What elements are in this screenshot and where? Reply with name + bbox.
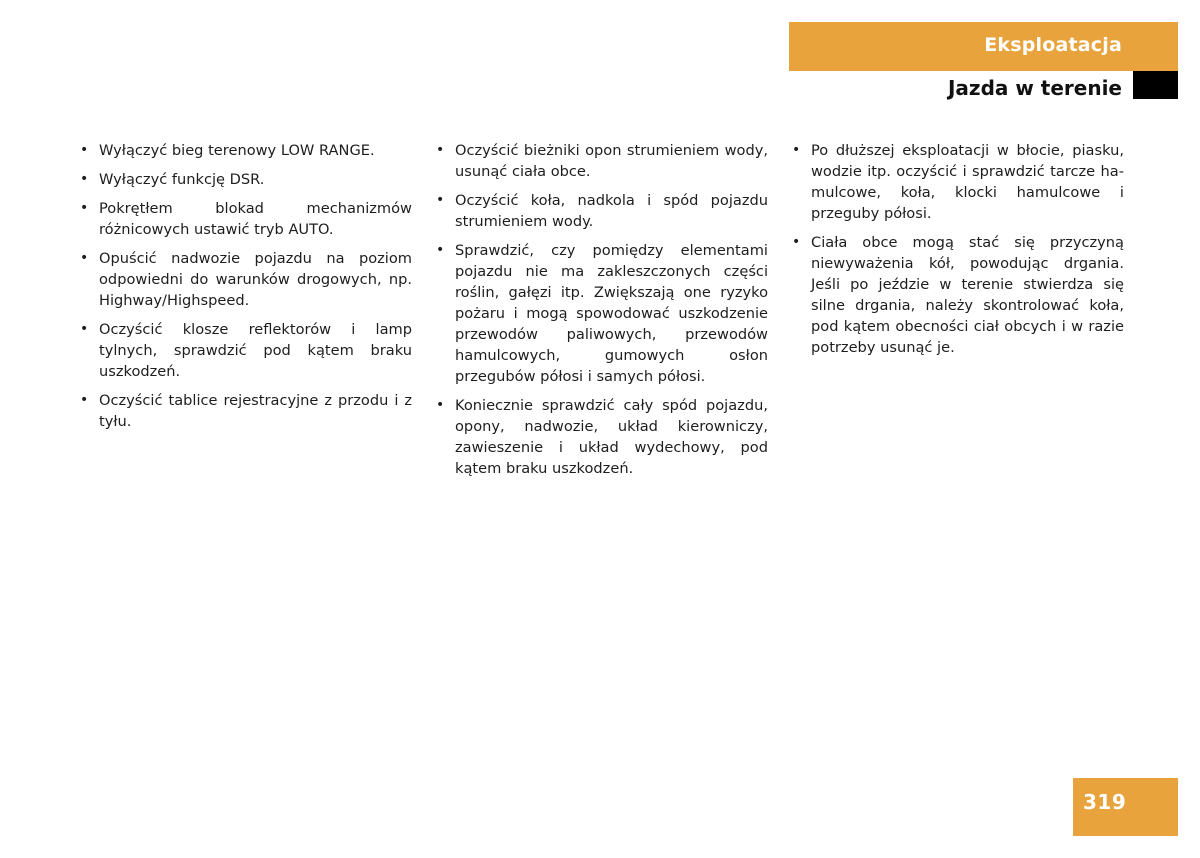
bullet-icon: • (80, 200, 89, 216)
list-item: • Oczyścić klosze reflektorów i lamp tylnych, sprawdzić pod kątem braku uszkodzeń. (80, 321, 412, 380)
list-item: • Oczyścić tablice rejestracyjne z przodu i z tyłu. (80, 392, 412, 430)
bullet-icon: • (436, 242, 445, 258)
bullet-icon: • (80, 321, 89, 337)
list-item: • Koniecznie sprawdzić cały spód pojazdu, opony, nadwozie, układ kierowniczy, zawieszenie i układ wydechowy, pod kątem braku uszkodzeń. (436, 397, 768, 477)
bullet-list (436, 140, 768, 479)
bullet-icon: • (80, 392, 89, 408)
list-item: • Oczyścić koła, nadkola i spód pojazdu strumieniem wody. (436, 192, 768, 230)
page-number: 319 (1083, 790, 1127, 814)
list-item: • Po dłuższej eksploatacji w błocie, piasku, wodzie itp. oczyścić i sprawdzić tarcze hamulcowe, koła, klocki hamulcowe i przeguby półosi. (792, 142, 1124, 222)
list-item: • Wyłączyć bieg terenowy LOW RANGE. (80, 142, 375, 159)
list-item: • Pokrętłem blokad mechanizmów różnicowych ustawić tryb AUTO. (80, 200, 412, 238)
bullet-icon: • (80, 250, 89, 266)
section-title: Eksploatacja (984, 34, 1122, 56)
bullet-icon: • (436, 397, 445, 413)
bullet-icon: • (80, 171, 89, 187)
list-item: • Ciała obce mogą stać się przyczyną niewyważenia kół, powodując drgania. Jeśli po jeździe w terenie stwierdza się silne drgania, należy skontrolować koła, pod kątem obecności ciał obcych i w razie potrzeby usunąć je. (792, 234, 1124, 356)
bullet-icon: • (792, 234, 801, 250)
list-item: • Oczyścić bieżniki opon strumieniem wody, usunąć ciała obce. (436, 142, 768, 180)
bullet-icon: • (436, 142, 445, 158)
text-column-2 (436, 140, 768, 487)
bullet-list (792, 140, 1124, 358)
page-number-badge (1073, 778, 1178, 836)
bullet-icon: • (436, 192, 445, 208)
bullet-icon: • (792, 142, 801, 158)
list-item: • Opuścić nadwozie pojazdu na poziom odpowiedni do warunków drogowych, np. Highway/Highspeed. (80, 250, 412, 309)
text-column-3 (792, 140, 1124, 366)
bullet-icon: • (80, 142, 89, 158)
section-header-bar (789, 22, 1178, 71)
subsection-title: Jazda w terenie (947, 76, 1122, 100)
list-item: • Sprawdzić, czy pomiędzy elementami pojazdu nie ma zakleszczonych części roślin, gałęzi itp. Zwiększają one ryzyko pożaru i mogą spowodować uszkodzenie przewodów paliwowych, przewodów hamulcowych, gumowych osłon przegubów półosi i samych półosi. (436, 242, 768, 385)
text-column-1 (80, 140, 412, 440)
chapter-marker (1133, 71, 1178, 99)
bullet-list (80, 140, 412, 432)
list-item: • Wyłączyć funkcję DSR. (80, 171, 265, 188)
